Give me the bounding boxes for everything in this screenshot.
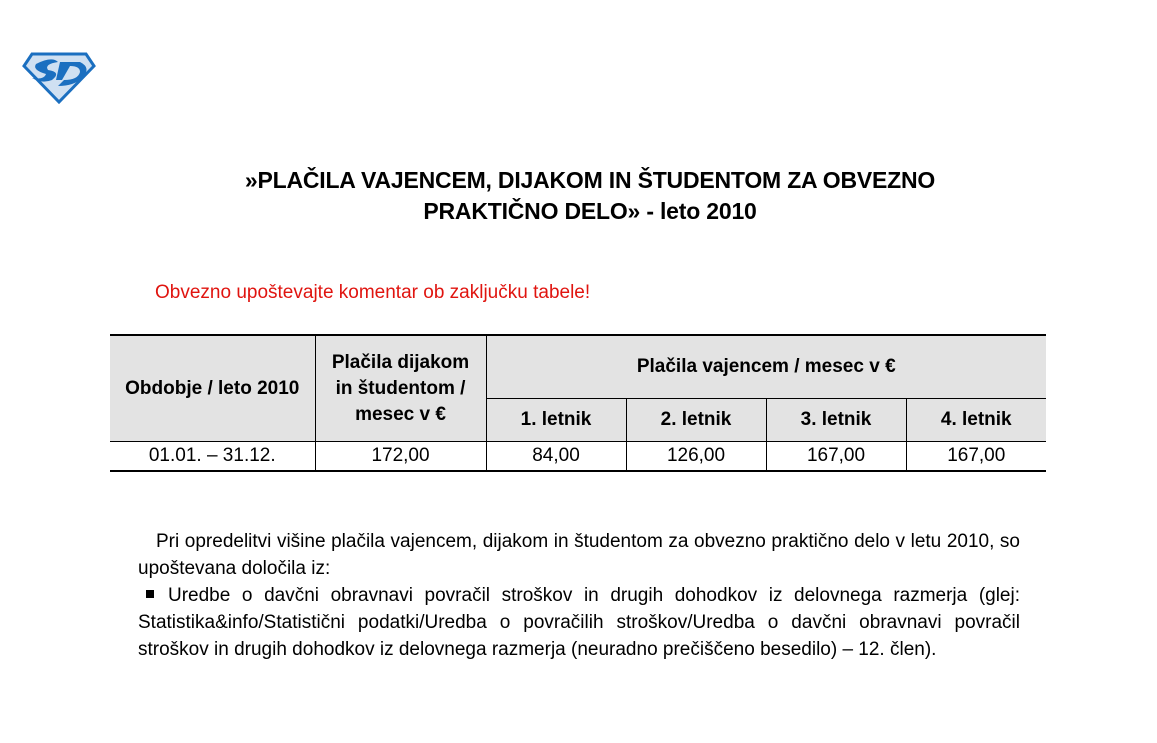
rates-table [110,334,1046,472]
shield-logo-icon [22,50,96,104]
table-row [110,442,1046,472]
title-line-1: »PLAČILA VAJENCEM, DIJAKOM IN ŠTUDENTOM ZA OBVEZNO [244,167,936,193]
company-logo [22,50,96,104]
cell-period: 01.01. – 31.12. [110,442,315,472]
cell-year-4: 167,00 [906,442,1046,472]
header-year-2: 2. letnik [626,399,766,442]
comment-paragraph: Pri opredelitvi višine plačila vajencem, dijakom in študentom za obvezno praktično delo v letu 2010, so upoštevana določila iz: [138,531,1020,579]
cell-year-2: 126,00 [626,442,766,472]
header-year-3: 3. letnik [766,399,906,442]
title-line-2: PRAKTIČNO DELO» - leto 2010 [423,198,757,224]
cell-year-3: 167,00 [766,442,906,472]
cell-year-1: 84,00 [486,442,626,472]
header-year-4: 4. letnik [906,399,1046,442]
page-title [110,165,1070,227]
bullet-text: Uredbe o davčni obravnavi povračil stroškov in drugih dohodkov iz delovnega razmerja (glej: Statistika&info/Statistični podatki/Uredba o povračilih stroškov/Uredba o davčni obravnavi povračil stroškov in drugih dohodkov iz delovnega razmerja (neuradno prečiščeno besedilo) – 12. člen). [138,585,1020,660]
cell-students: 172,00 [315,442,486,472]
header-year-1: 1. letnik [486,399,626,442]
header-row [110,335,1046,399]
bullet-icon [146,590,154,598]
header-period: Obdobje / leto 2010 [110,335,315,442]
header-apprentices: Plačila vajencem / mesec v € [486,335,1046,399]
comment-bullet [138,582,1020,663]
warning-note: Obvezno upoštevajte komentar ob zaključku tabele! [155,282,591,303]
header-students: Plačila dijakom in študentom / mesec v € [315,335,486,442]
